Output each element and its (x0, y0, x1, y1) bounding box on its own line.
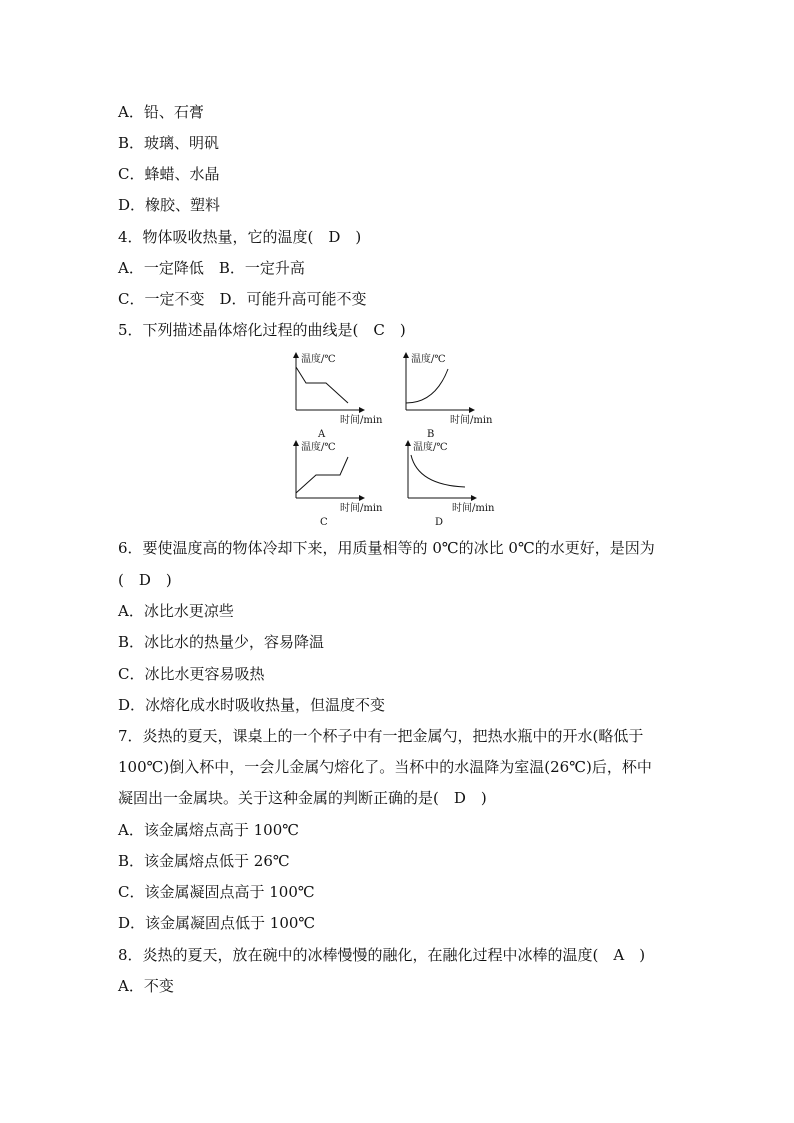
graph-c-curve (296, 457, 348, 493)
graph-b-xlabel: 时间/min (450, 415, 493, 426)
graph-c-xlabel: 时间/min (340, 503, 383, 514)
option-a-q6: A．冰比水更凉些 (118, 602, 234, 620)
graph-c (296, 440, 383, 528)
graphs-svg (280, 345, 520, 530)
option-d-q3: D．橡胶、塑料 (118, 196, 221, 214)
option-d-q7: D．该金属凝固点低于 100℃ (118, 914, 316, 932)
graph-c-ylabel: 温度/℃ (301, 442, 336, 453)
option-b-q3: B．玻璃、明矾 (118, 134, 220, 152)
melting-curves-figure (280, 345, 520, 530)
question-6-line1: 6．要使温度高的物体冷却下来，用质量相等的 0℃的冰比 0℃的水更好，是因为 (118, 539, 655, 557)
graph-b (406, 352, 493, 440)
graph-d-curve (411, 455, 465, 487)
graph-c-letter: C (320, 517, 328, 528)
graph-a-ylabel: 温度/℃ (301, 354, 336, 365)
graph-b-ylabel: 温度/℃ (411, 354, 446, 365)
option-a-q3: A．铅、石膏 (118, 103, 204, 121)
graph-d-letter: D (435, 517, 444, 528)
graph-b-letter: B (427, 429, 435, 440)
graph-b-curve (406, 369, 448, 403)
question-5: 5．下列描述晶体熔化过程的曲线是( C ) (118, 321, 406, 339)
question-8: 8．炎热的夏天，放在碗中的冰棒慢慢的融化，在融化过程中冰棒的温度( A ) (118, 946, 646, 964)
graph-d-ylabel: 温度/℃ (413, 442, 448, 453)
question-7-line1: 7．炎热的夏天，课桌上的一个杯子中有一把金属勺，把热水瓶中的开水(略低于 (118, 727, 644, 745)
option-b-q7: B．该金属熔点低于 26℃ (118, 852, 290, 870)
option-c-q3: C．蜂蜡、水晶 (118, 165, 220, 183)
question-4: 4．物体吸收热量，它的温度( D ) (118, 228, 362, 246)
graph-d-xlabel: 时间/min (452, 503, 495, 514)
graph-a-letter: A (318, 429, 326, 440)
graph-a-xlabel: 时间/min (340, 415, 383, 426)
option-b-q6: B．冰比水的热量少，容易降温 (118, 633, 325, 651)
graph-a (296, 352, 383, 440)
options-ab-q4: A．一定降低 B．一定升高 (118, 259, 305, 277)
options-cd-q4: C．一定不变 D．可能升高可能不变 (118, 290, 367, 308)
question-6-answer: ( D ) (118, 571, 172, 589)
option-a-q8: A．不变 (118, 977, 174, 995)
question-7-line2: 100℃)倒入杯中，一会儿金属勺熔化了。当杯中的水温降为室温(26℃)后，杯中 (118, 758, 652, 776)
option-a-q7: A．该金属熔点高于 100℃ (118, 821, 300, 839)
graph-a-curve (296, 367, 348, 403)
option-c-q6: C．冰比水更容易吸热 (118, 665, 265, 683)
option-c-q7: C．该金属凝固点高于 100℃ (118, 883, 315, 901)
question-7-line3: 凝固出一金属块。关于这种金属的判断正确的是( D ) (118, 789, 487, 807)
option-d-q6: D．冰熔化成水时吸收热量，但温度不变 (118, 696, 386, 714)
graph-d (408, 440, 495, 528)
